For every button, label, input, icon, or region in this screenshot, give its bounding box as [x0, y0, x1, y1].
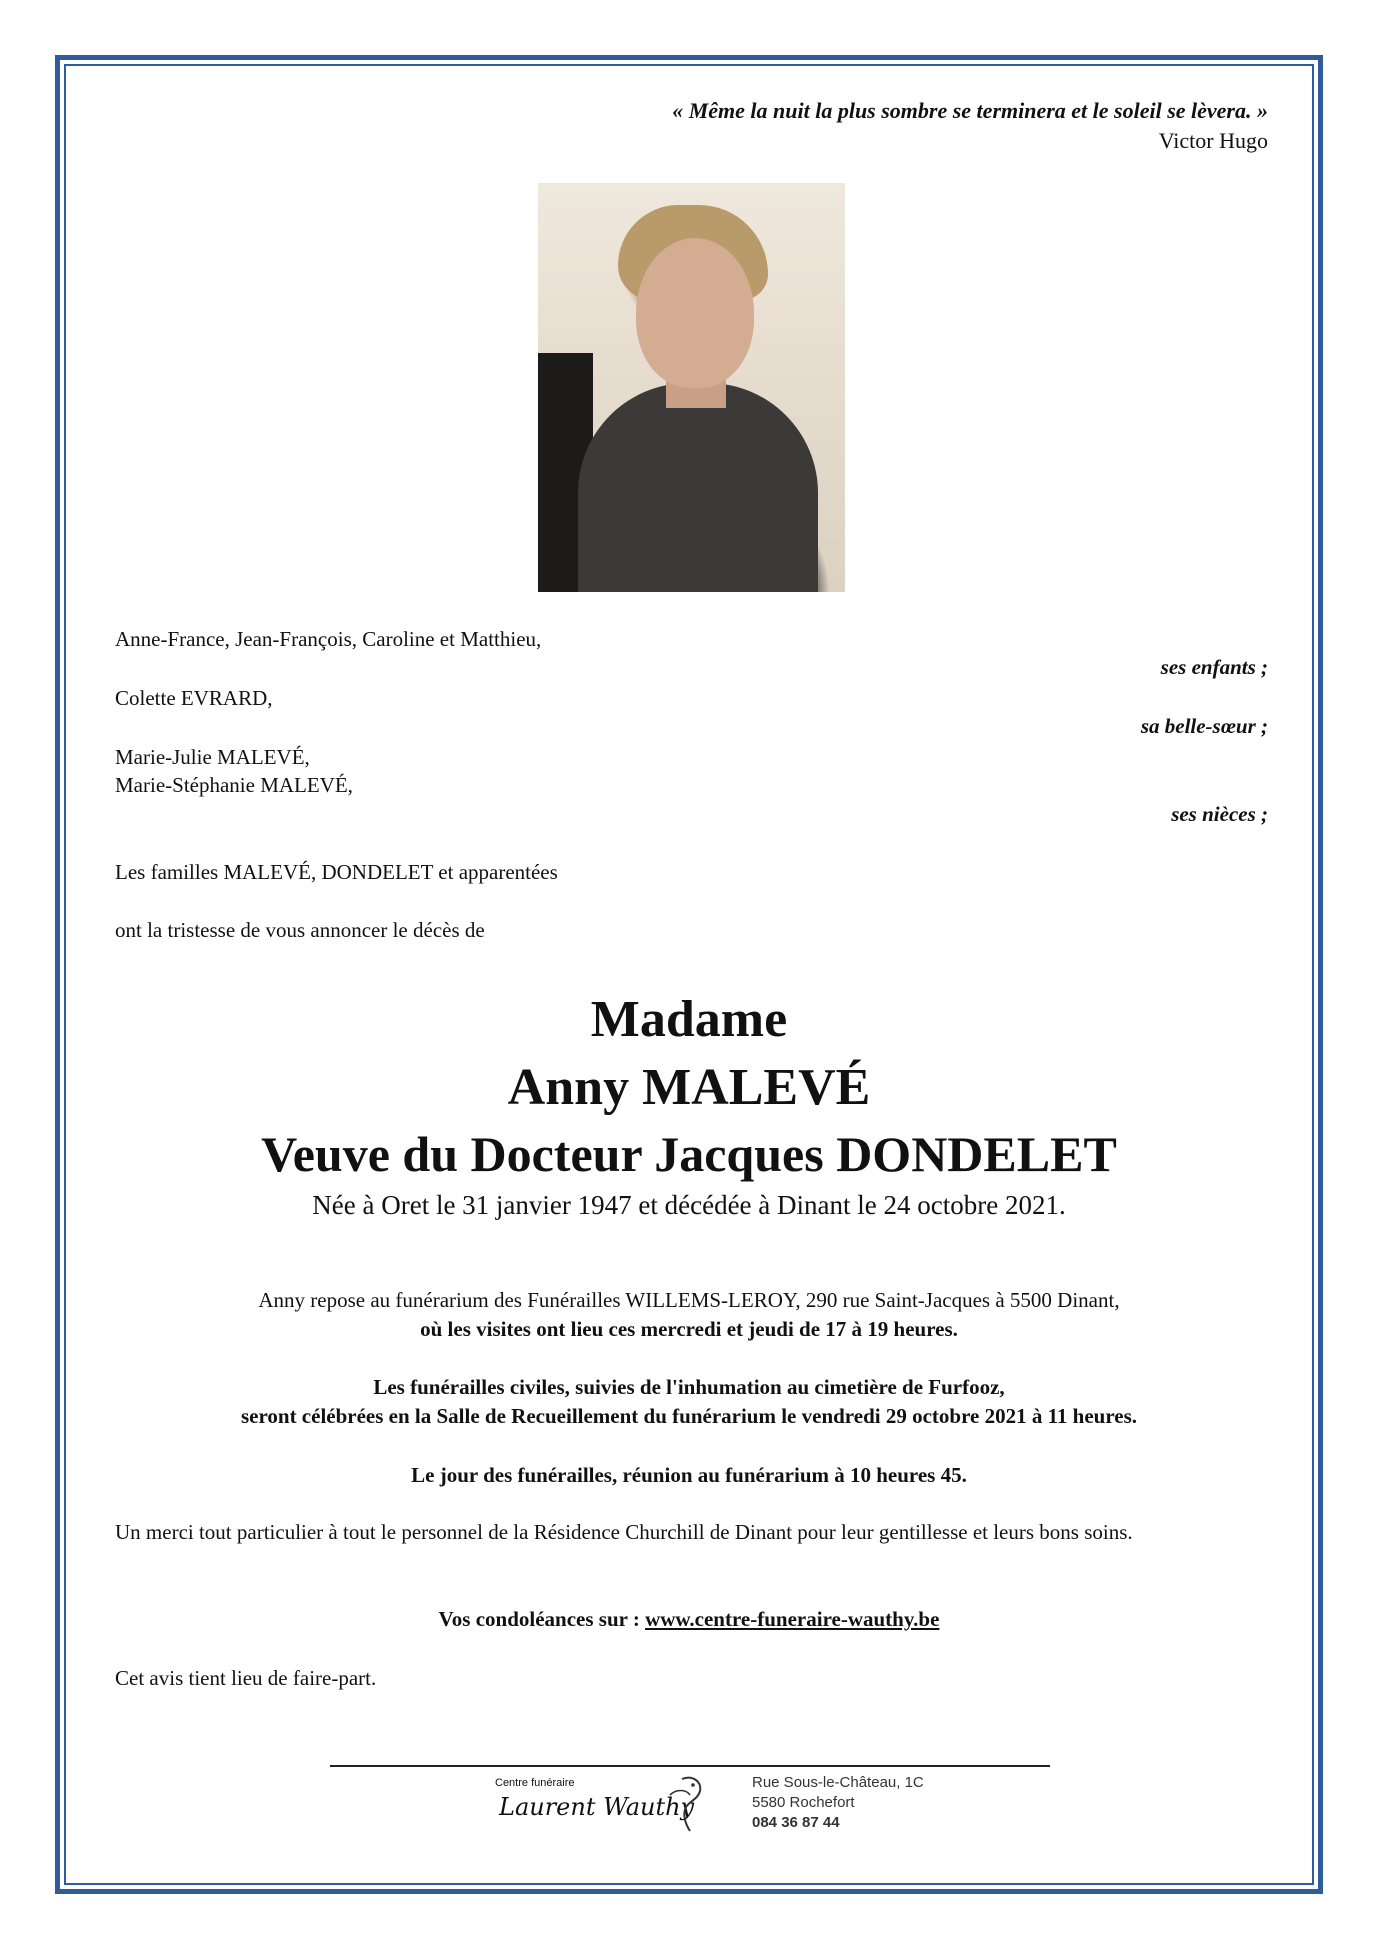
funeral-home-logo	[495, 1773, 695, 1835]
portrait-photo	[538, 183, 845, 592]
condolences-label: Vos condoléances sur :	[438, 1607, 646, 1631]
quote-block	[672, 96, 1268, 156]
funeral-line-2: seront célébrées en la Salle de Recueillement du funérarium le vendredi 29 octobre 2021 à 11 heures.	[240, 1404, 1138, 1428]
address-line-2: 5580 Rochefort	[752, 1794, 855, 1811]
address-phone: 084 36 87 44	[752, 1814, 840, 1831]
deceased-name: Anny MALEVÉ	[507, 1059, 871, 1116]
logo-small-text: Centre funéraire	[495, 1777, 575, 1789]
funeral-home-address	[752, 1773, 924, 1833]
relation-children: ses enfants ;	[1160, 655, 1268, 679]
relation-nieces: ses nièces ;	[1171, 802, 1268, 826]
condolences-link[interactable]: www.centre-funeraire-wauthy.be	[645, 1607, 940, 1631]
deceased-salutation: Madame	[590, 991, 788, 1048]
rest-line-2: où les visites ont lieu ces mercredi et jeudi de 17 à 19 heures.	[420, 1317, 958, 1341]
family-sister-in-law: Colette EVRARD,	[115, 686, 273, 710]
family-niece-1: Marie-Julie MALEVÉ,	[115, 745, 310, 769]
family-children: Anne-France, Jean-François, Caroline et Matthieu,	[115, 627, 542, 651]
funeral-line-1: Les funérailles civiles, suivies de l'inhumation au cimetière de Furfooz,	[373, 1375, 1005, 1399]
family-niece-2: Marie-Stéphanie MALEVÉ,	[115, 773, 353, 797]
meeting-line: Le jour des funérailles, réunion au funérarium à 10 heures 45.	[411, 1463, 967, 1487]
logo-script-text: Laurent Wauthy	[499, 1793, 695, 1821]
thanks-paragraph: Un merci tout particulier à tout le personnel de la Résidence Churchill de Dinant pour leur gentillesse et leurs bons soins.	[115, 1520, 1133, 1544]
relation-sister-in-law: sa belle-sœur ;	[1140, 714, 1268, 738]
rest-line-1: Anny repose au funérarium des Funérailles WILLEMS-LEROY, 290 rue Saint-Jacques à 5500 Dinant,	[258, 1288, 1120, 1312]
condolences-line	[0, 1605, 1378, 1634]
deceased-dates: Née à Oret le 31 janvier 1947 et décédée à Dinant le 24 octobre 2021.	[312, 1190, 1066, 1220]
address-line-1: Rue Sous-le-Château, 1C	[752, 1774, 924, 1791]
deceased-widow-of: Veuve du Docteur Jacques DONDELET	[261, 1126, 1117, 1182]
families-line: Les familles MALEVÉ, DONDELET et apparentées	[115, 860, 558, 884]
quote-author: Victor Hugo	[1158, 128, 1268, 153]
faire-part-line: Cet avis tient lieu de faire-part.	[115, 1666, 377, 1690]
logo-bird-icon	[660, 1773, 710, 1835]
quote-text: « Même la nuit la plus sombre se terminera et le soleil se lèvera. »	[672, 98, 1268, 123]
footer-divider	[330, 1765, 1050, 1767]
announce-line: ont la tristesse de vous annoncer le décès de	[115, 918, 485, 942]
